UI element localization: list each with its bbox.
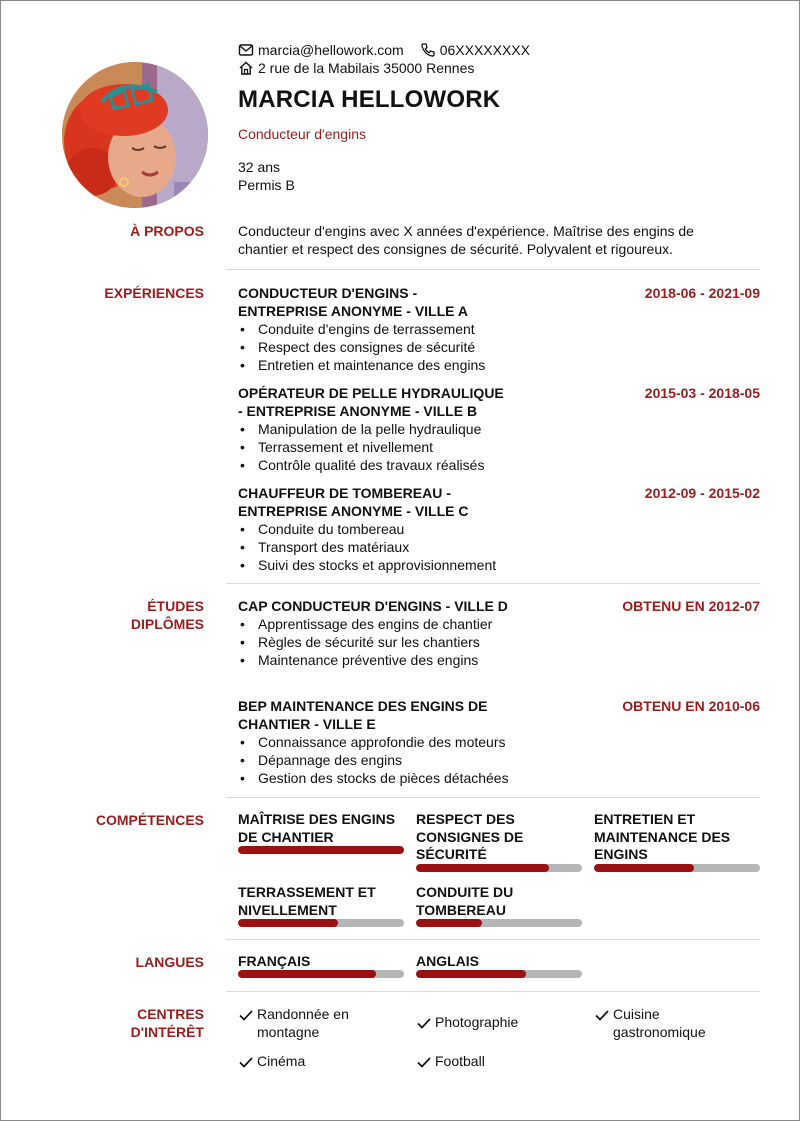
- experience-entry: [238, 484, 760, 574]
- education-title: BEP MAINTENANCE DES ENGINS DE CHANTIER - VILLE E: [238, 698, 488, 732]
- language-level-fill: [416, 970, 526, 978]
- person-name: MARCIA HELLOWORK: [238, 86, 501, 113]
- age-text: 32 ans: [238, 159, 281, 175]
- interest-label: Cuisine gastronomique: [613, 1006, 706, 1040]
- education-entry: [238, 697, 760, 787]
- language-level-bar: [238, 970, 404, 978]
- bullet-item: • Gestion des stocks de pièces détachées: [238, 769, 760, 787]
- phone-text[interactable]: 06XXXXXXXX: [439, 42, 530, 58]
- experience-date: 2015-03 - 2018-05: [644, 385, 760, 401]
- skill-level-bar: [416, 864, 582, 872]
- skill-level-fill: [416, 919, 482, 927]
- skill-item: [594, 811, 760, 864]
- interest-item: [238, 1005, 367, 1041]
- section-label-education: [44, 597, 204, 633]
- section-label-line: CENTRES: [137, 1006, 204, 1022]
- experience-entry: [238, 384, 760, 474]
- section-label-interests: [44, 1005, 204, 1041]
- language-level-fill: [238, 970, 376, 978]
- bullet-item: • Conduite d'engins de terrassement: [238, 320, 760, 338]
- interest-item: [416, 1052, 545, 1070]
- skill-item: [238, 811, 404, 846]
- phone-icon: [420, 42, 436, 58]
- skill-item: [238, 884, 404, 919]
- interest-item: [238, 1052, 367, 1070]
- bullet-item: • Règles de sécurité sur les chantiers: [238, 633, 760, 651]
- experience-bullets: [238, 420, 760, 474]
- section-label-line: D'INTÉRÊT: [130, 1024, 204, 1040]
- skill-level-fill: [416, 864, 549, 872]
- bullet-item: • Transport des matériaux: [238, 538, 760, 556]
- language-name: ANGLAIS: [416, 953, 479, 969]
- experience-bullets: [238, 320, 760, 374]
- check-icon: [594, 1007, 610, 1023]
- section-divider: [226, 939, 760, 940]
- bullet-item: • Entretien et maintenance des engins: [238, 356, 760, 374]
- interest-item: [594, 1005, 723, 1041]
- bullet-item: • Apprentissage des engins de chantier: [238, 615, 760, 633]
- experience-bullets: [238, 520, 760, 574]
- skill-level-bar: [416, 919, 582, 927]
- section-label-line: DIPLÔMES: [130, 616, 204, 632]
- education-bullets: [238, 733, 760, 787]
- bullet-item: • Maintenance préventive des engins: [238, 651, 760, 669]
- education-date: OBTENU EN 2012-07: [622, 598, 760, 614]
- bullet-item: • Suivi des stocks et approvisionnement: [238, 556, 760, 574]
- education-bullets: [238, 615, 760, 669]
- skill-name: RESPECT DES CONSIGNES DE SÉCURITÉ: [416, 811, 524, 862]
- education-date: OBTENU EN 2010-06: [622, 698, 760, 714]
- skill-level-bar: [238, 919, 404, 927]
- address-text: 2 rue de la Mabilais 35000 Rennes: [258, 60, 475, 76]
- skill-level-fill: [238, 919, 338, 927]
- section-divider: [226, 797, 760, 798]
- skill-name: TERRASSEMENT ET NIVELLEMENT: [238, 884, 376, 918]
- email-text[interactable]: marcia@hellowork.com: [258, 42, 404, 58]
- section-divider: [226, 269, 760, 270]
- experience-entry: [238, 284, 760, 374]
- experience-title: CONDUCTEUR D'ENGINS - ENTREPRISE ANONYME - VILLE A: [238, 285, 468, 319]
- experience-title: OPÉRATEUR DE PELLE HYDRAULIQUE - ENTREPRISE ANONYME - VILLE B: [238, 385, 504, 419]
- envelope-icon: [238, 42, 254, 58]
- skill-name: CONDUITE DU TOMBEREAU: [416, 884, 514, 918]
- education-title: CAP CONDUCTEUR D'ENGINS - VILLE D: [238, 598, 508, 614]
- profile-photo: [62, 62, 208, 208]
- interest-label: Photographie: [435, 1014, 519, 1030]
- bullet-item: • Connaissance approfondie des moteurs: [238, 733, 760, 751]
- check-icon: [416, 1054, 432, 1070]
- interest-label: Randonnée en montagne: [257, 1006, 349, 1040]
- section-label-languages: LANGUES: [135, 954, 204, 970]
- bullet-item: • Contrôle qualité des travaux réalisés: [238, 456, 760, 474]
- experience-date: 2012-09 - 2015-02: [644, 485, 760, 501]
- bullet-item: • Conduite du tombereau: [238, 520, 760, 538]
- check-icon: [238, 1007, 254, 1023]
- section-label-about: À PROPOS: [130, 223, 204, 239]
- section-label-skills: COMPÉTENCES: [95, 812, 204, 828]
- section-divider: [226, 991, 760, 992]
- language-item: [416, 953, 582, 971]
- skill-item: [416, 811, 582, 864]
- skill-name: ENTRETIEN ET MAINTENANCE DES ENGINS: [594, 811, 731, 862]
- permit-text: Permis B: [238, 177, 295, 193]
- section-label-line: ÉTUDES: [147, 598, 204, 614]
- experience-title: CHAUFFEUR DE TOMBEREAU - ENTREPRISE ANONYME - VILLE C: [238, 485, 469, 519]
- skill-level-bar: [238, 846, 404, 854]
- bullet-item: • Respect des consignes de sécurité: [238, 338, 760, 356]
- language-level-bar: [416, 970, 582, 978]
- bullet-item: • Terrassement et nivellement: [238, 438, 760, 456]
- section-divider: [226, 583, 760, 584]
- skill-level-bar: [594, 864, 760, 872]
- skill-item: [416, 884, 582, 919]
- bullet-item: • Dépannage des engins: [238, 751, 760, 769]
- bullet-item: • Manipulation de la pelle hydraulique: [238, 420, 760, 438]
- address-row: [238, 60, 474, 76]
- language-name: FRANÇAIS: [238, 953, 311, 969]
- interest-label: Football: [435, 1053, 485, 1069]
- job-title: Conducteur d'engins: [238, 126, 366, 142]
- skill-level-fill: [238, 846, 404, 854]
- home-icon: [238, 60, 254, 76]
- section-label-experiences: EXPÉRIENCES: [104, 285, 204, 301]
- skill-level-fill: [594, 864, 694, 872]
- education-entry: [238, 597, 760, 669]
- check-icon: [238, 1054, 254, 1070]
- interest-label: Cinéma: [257, 1053, 306, 1069]
- skill-name: MAÎTRISE DES ENGINS DE CHANTIER: [238, 811, 396, 845]
- check-icon: [416, 1015, 432, 1031]
- contact-row: [238, 42, 530, 58]
- experience-date: 2018-06 - 2021-09: [644, 285, 760, 301]
- language-item: [238, 953, 404, 971]
- interest-item: [416, 1013, 545, 1031]
- about-text: Conducteur d'engins avec X années d'expérience. Maîtrise des engins de chantier et respect des consignes de sécurité. Polyvalent et rigoureux.: [238, 223, 694, 257]
